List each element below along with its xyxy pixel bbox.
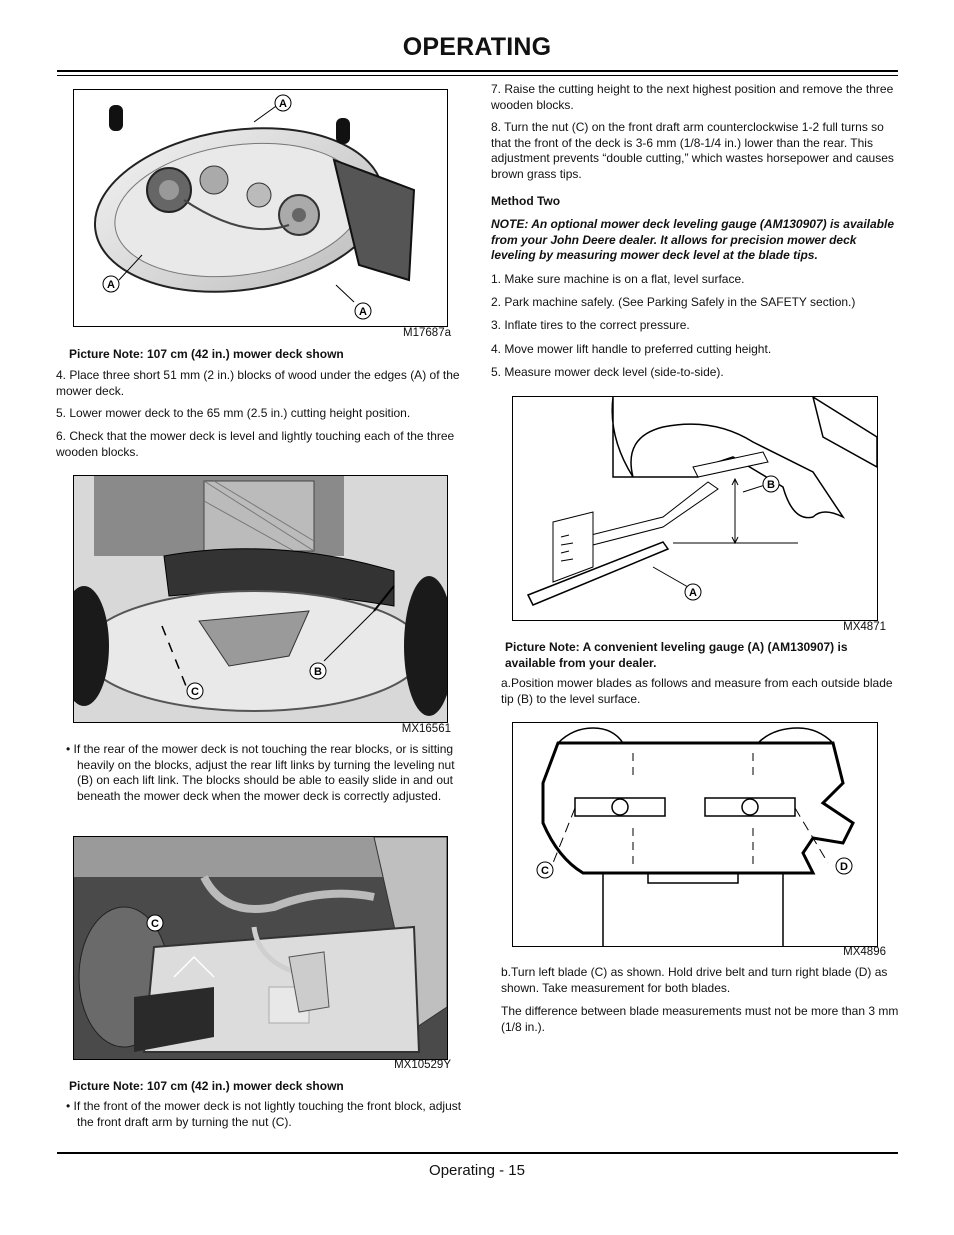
callout-c: C [191,686,199,698]
figure-code: M17687a [403,327,451,339]
header-rule [57,70,898,72]
footer-rule [57,1152,898,1154]
step-b: b.Turn left blade (C) as shown. Hold drive belt and turn right blade (D) as shown. Take measurement for both blades. [501,965,888,995]
figure-blade-positions [512,722,878,947]
step-6: 6. Check that the mower deck is level and lightly touching each of the three wooden blocks. [56,429,455,459]
callout-a: A [689,587,697,599]
callout-d: D [840,861,848,873]
callout-b: B [314,666,322,678]
figure-code: MX16561 [401,723,451,735]
callout-a-top: A [279,98,287,110]
figure-rear-lift-link [73,475,448,723]
step-5: 5. Measure mower deck level (side-to-side). [491,365,724,379]
callout-a-left: A [107,279,115,291]
figure-code: MX4871 [843,621,886,633]
step-a: a.Position mower blades as follows and measure from each outside blade tip (B) to the level surface. [501,676,893,706]
header-rule-thin [57,75,898,76]
picture-note: Picture Note: 107 cm (42 in.) mower deck shown [69,1079,344,1093]
picture-note: Picture Note: 107 cm (42 in.) mower deck shown [69,347,344,361]
picture-note: Picture Note: A convenient leveling gauge (A) (AM130907) is available from your dealer. [505,640,848,670]
step-5: 5. Lower mower deck to the 65 mm (2.5 in.) cutting height position. [56,406,411,420]
callout-c: C [541,865,549,877]
figure-code: MX10529Y [394,1059,451,1071]
figure-code: MX4896 [843,946,886,958]
step-2: 2. Park machine safely. (See Parking Safely in the SAFETY section.) [491,295,856,309]
step-7: 7. Raise the cutting height to the next highest position and remove the three wooden blocks. [491,82,894,112]
method-two-heading: Method Two [491,194,561,208]
note-leveling-gauge: NOTE: An optional mower deck leveling gauge (AM130907) is available from your John Deere dealer. It allows for precision mower deck leveling by measuring mower deck level at the blade tips. [491,217,895,262]
page-title: OPERATING [402,33,552,61]
bullet-rear-blocks: • If the rear of the mower deck is not touching the rear blocks, or is sitting heavily on the blocks, adjust the rear lift links by turning the leveling nut (B) on each lift link. The blocks should be able to easily slide in and out beneath the mower deck when the mower deck is correctly adjusted. [66,742,455,803]
figure-front-draft-arm [73,836,448,1060]
bullet-front-block: • If the front of the mower deck is not lightly touching the front block, adjust the front draft arm by turning the nut (C). [66,1099,462,1129]
step-3: 3. Inflate tires to the correct pressure. [491,318,690,332]
figure-leveling-gauge [512,396,878,621]
callout-b: B [767,479,775,491]
step-1: 1. Make sure machine is on a flat, level surface. [491,272,745,286]
blade-difference: The difference between blade measurements must not be more than 3 mm (1/8 in.). [501,1004,899,1034]
callout-c: C [151,918,159,930]
figure-mower-deck-blocks [73,89,448,327]
step-4: 4. Move mower lift handle to preferred cutting height. [491,342,772,356]
step-4: 4. Place three short 51 mm (2 in.) blocks of wood under the edges (A) of the mower deck. [56,368,460,398]
step-8: 8. Turn the nut (C) on the front draft arm counterclockwise 1-2 full turns so that the front of the deck is 3-6 mm (1/8-1/4 in.) lower than the rear. This adjustment prevents “double cutting,” which wastes horsepower and causes brown grass tips. [491,120,894,181]
page-number: Operating - 15 [429,1162,525,1179]
callout-a-right: A [359,306,367,318]
